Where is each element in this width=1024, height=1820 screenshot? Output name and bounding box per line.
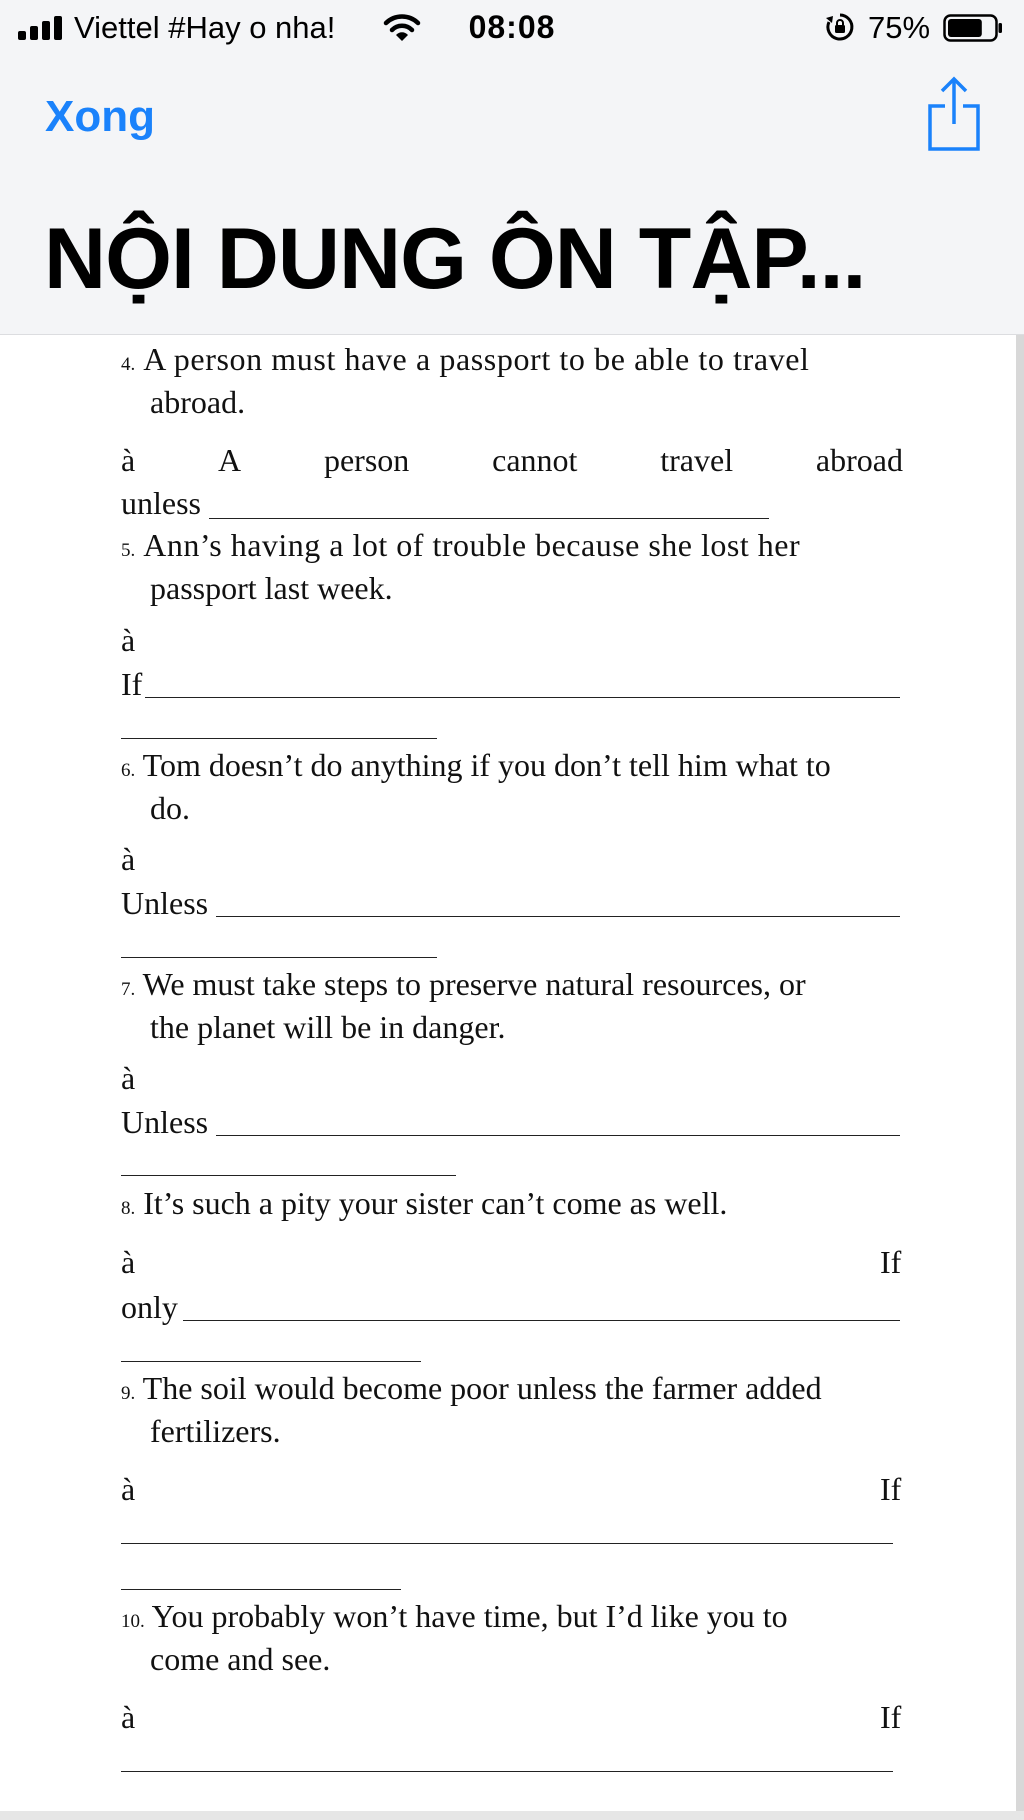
question-text: The soil would become poor unless the farmer added: [142, 1370, 822, 1406]
page-edge: [0, 1811, 1024, 1820]
question-text-cont: passport last week.: [150, 570, 393, 606]
answer-line: [216, 1135, 900, 1136]
question-number: 7.: [121, 979, 136, 1000]
answer-if: If: [880, 1244, 902, 1280]
answer-line: [209, 518, 769, 519]
done-button[interactable]: Xong: [45, 92, 155, 141]
answer-line: [145, 697, 900, 698]
answer-prefix: unless: [121, 485, 201, 521]
answer-line: [121, 1771, 893, 1772]
question-text: A person must have a passport to be able to travel: [143, 341, 810, 377]
answer-line: [121, 1589, 401, 1590]
answer-word: A: [218, 442, 242, 478]
question-5: [121, 529, 800, 561]
question-text: You probably won’t have time, but I’d like you to: [151, 1598, 788, 1634]
arrow-glyph: à: [121, 841, 136, 877]
question-number: 5.: [121, 540, 136, 561]
carrier-name: Viettel #Hay o nha!: [74, 10, 336, 45]
question-text-cont: come and see.: [150, 1641, 331, 1677]
answer-word: abroad: [815, 442, 903, 478]
question-7: [121, 968, 806, 1000]
battery-icon: [943, 12, 1003, 44]
answer-word: travel: [660, 442, 734, 478]
clock: 08:08: [468, 9, 556, 45]
answer-if: If: [880, 1699, 902, 1735]
question-4: [121, 343, 903, 375]
question-number: 4.: [121, 354, 136, 375]
answer-line: [121, 957, 437, 958]
question-10: [121, 1600, 788, 1632]
question-text-cont: fertilizers.: [150, 1413, 281, 1449]
arrow-glyph: à: [121, 1244, 136, 1280]
question-9: [121, 1372, 822, 1404]
answer-prefix: Unless: [121, 885, 209, 921]
answer-line: [121, 1543, 893, 1544]
question-number: 9.: [121, 1383, 136, 1404]
question-text: Tom doesn’t do anything if you don’t tell him what to: [142, 747, 831, 783]
answer-prefix: only: [121, 1289, 178, 1325]
question-8: [121, 1187, 727, 1219]
answer-prefix: If: [121, 666, 143, 702]
question-text: We must take steps to preserve natural resources, or: [142, 966, 806, 1002]
answer-line: [121, 738, 437, 739]
question-number: 6.: [121, 760, 136, 781]
question-text: It’s such a pity your sister can’t come as well.: [143, 1185, 728, 1221]
rotation-lock-icon: [824, 11, 856, 43]
answer-line: [121, 1175, 456, 1176]
question-text-cont: abroad.: [150, 384, 246, 420]
answer-line: [121, 1361, 421, 1362]
answer-line: [183, 1320, 900, 1321]
answer-row: [121, 444, 903, 476]
answer-prefix: Unless: [121, 1104, 209, 1140]
page-edge: [1016, 335, 1024, 1820]
header: [0, 0, 1024, 335]
answer-word: person: [323, 442, 410, 478]
question-6: [121, 749, 831, 781]
status-bar: [0, 0, 1024, 56]
question-text-cont: the planet will be in danger.: [150, 1009, 506, 1045]
question-number: 8.: [121, 1198, 136, 1219]
share-icon[interactable]: [926, 76, 982, 152]
answer-word: cannot: [492, 442, 578, 478]
page-title: NỘI DUNG ÔN TẬP...: [44, 211, 866, 307]
answer-line: [216, 916, 900, 917]
question-text-cont: do.: [150, 790, 190, 826]
arrow-glyph: à: [121, 442, 136, 478]
document-viewer[interactable]: [0, 335, 1024, 1820]
arrow-glyph: à: [121, 1699, 136, 1735]
arrow-glyph: à: [121, 1471, 136, 1507]
arrow-glyph: à: [121, 622, 136, 658]
question-number: 10.: [121, 1611, 145, 1632]
arrow-glyph: à: [121, 1060, 136, 1096]
question-text: Ann’s having a lot of trouble because she lost her: [143, 527, 801, 563]
battery-fill: [948, 19, 982, 37]
answer-if: If: [880, 1471, 902, 1507]
battery-percent: 75%: [868, 10, 931, 45]
